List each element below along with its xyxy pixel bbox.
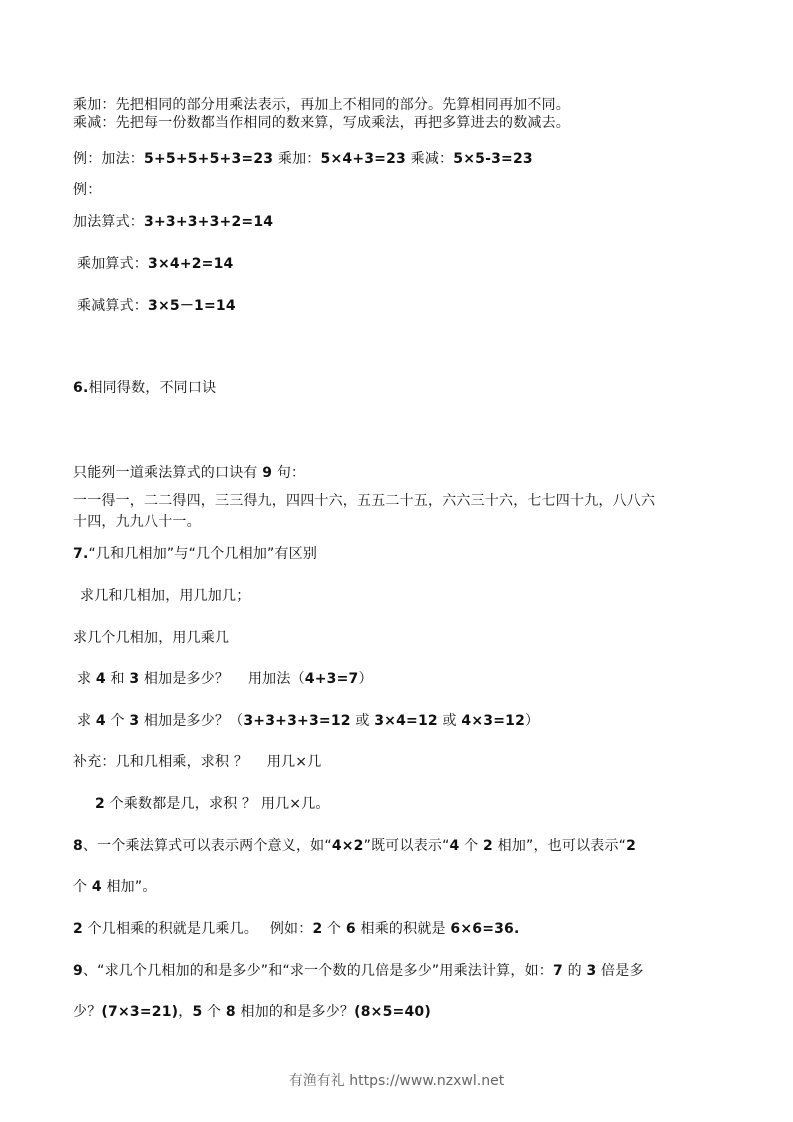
- bold-text-segment: 7.: [73, 546, 89, 562]
- bold-text-segment: 4: [449, 838, 460, 854]
- text-segment: 或: [350, 713, 375, 729]
- text-line: [73, 513, 201, 531]
- bold-text-segment: (7×3=21): [101, 1004, 179, 1020]
- bold-text-segment: 3×4+2=14: [148, 256, 234, 272]
- bold-text-segment: (8×5=40): [354, 1004, 431, 1020]
- text-segment: 补充：几和几相乘，求积 ？ 用几×几: [73, 754, 322, 770]
- text-segment: 个: [73, 879, 92, 895]
- text-segment: 只能列一道乘法算式的口诀有: [73, 465, 263, 481]
- bold-text-segment: 5×4+3=23: [320, 151, 406, 167]
- text-line: [73, 962, 644, 980]
- bold-text-segment: 3×4=12: [374, 713, 438, 729]
- text-segment: 相加的和是多少？: [235, 1004, 355, 1020]
- bold-text-segment: 6×6=36.: [450, 921, 520, 937]
- text-segment: 乘加：先把相同的部分用乘法表示，再加上不相同的部分。先算相同再加不同。: [73, 97, 570, 113]
- footer-watermark: 有渔有礼 https://www.nzxwl.net: [288, 1073, 505, 1089]
- text-segment: 加法算式：: [73, 214, 144, 230]
- text-segment: 或: [437, 713, 462, 729]
- bold-text-segment: 3+3+3+3+2=14: [144, 214, 274, 230]
- text-segment: ”既可以表示“: [363, 838, 450, 854]
- bold-text-segment: 4+3=7: [304, 671, 359, 687]
- bold-text-segment: 2: [626, 838, 637, 854]
- bold-text-segment: 3: [586, 963, 597, 979]
- text-segment: 乘减：: [406, 151, 454, 167]
- bold-text-segment: 4: [95, 713, 106, 729]
- text-line: [73, 629, 229, 647]
- text-segment: 相加”，也可以表示“: [492, 838, 627, 854]
- bold-text-segment: 5: [192, 1004, 203, 1020]
- text-segment: 个: [202, 1004, 226, 1020]
- text-segment: 求几和几相加，用几加几；: [80, 588, 251, 604]
- text-line: [73, 1003, 431, 1021]
- bold-text-segment: 8: [73, 838, 83, 854]
- text-line: [77, 670, 373, 688]
- text-line: [73, 114, 570, 132]
- text-segment: 倍是多: [596, 963, 644, 979]
- text-segment: 相乘的积就是: [355, 921, 451, 937]
- bold-text-segment: 6: [345, 921, 356, 937]
- text-segment: 相加是多少？ 用加法（: [139, 671, 305, 687]
- text-line: [73, 379, 216, 397]
- text-line: [73, 96, 570, 114]
- text-segment: 一一得一，二二得四，三三得九，四四十六，五五二十五，六六三十六，七七四十九，八八六: [73, 493, 656, 509]
- text-segment: 个: [105, 713, 130, 729]
- bold-text-segment: 4: [91, 879, 102, 895]
- text-segment: 求: [77, 671, 96, 687]
- text-line: [77, 297, 236, 315]
- text-segment: ，: [178, 1004, 193, 1020]
- text-segment: 个乘数都是几，求积 ？ 用几×几。: [104, 796, 330, 812]
- text-segment: “几和几相加”与“几个几相加”有区别: [88, 546, 318, 562]
- text-segment: 乘减算式：: [77, 298, 148, 314]
- text-line: [73, 464, 305, 482]
- bold-text-segment: 4×3=12: [461, 713, 526, 729]
- text-segment: 少？: [73, 1004, 102, 1020]
- bold-text-segment: 7: [552, 963, 563, 979]
- text-segment: 相同得数，不同口诀: [88, 380, 217, 396]
- text-segment: 和: [105, 671, 130, 687]
- text-line: [77, 712, 539, 730]
- text-line: [77, 255, 234, 273]
- text-segment: 乘减：先把每一份数都当作相同的数来算，写成乘法，再把多算进去的数减去。: [73, 115, 570, 131]
- bold-text-segment: 4: [95, 671, 106, 687]
- bold-text-segment: 4×2: [331, 838, 364, 854]
- bold-text-segment: 3×5－1=14: [148, 298, 236, 314]
- text-line: [73, 492, 655, 510]
- bold-text-segment: 2: [312, 921, 323, 937]
- bold-text-segment: 3: [129, 713, 140, 729]
- bold-text-segment: 5+5+5+5+3=23: [144, 151, 274, 167]
- bold-text-segment: 3+3+3+3=12: [243, 713, 351, 729]
- text-line: [73, 181, 101, 199]
- text-line: [73, 920, 520, 938]
- text-segment: 相加”。: [101, 879, 157, 895]
- text-line: [73, 213, 273, 231]
- text-segment: ）: [358, 671, 373, 687]
- text-segment: 相加是多少？（: [139, 713, 244, 729]
- text-line: [73, 837, 636, 855]
- text-line: [73, 878, 157, 896]
- text-segment: 求几个几相加，用几乘几: [73, 630, 230, 646]
- text-segment: 、一个乘法算式可以表示两个意义，如“: [82, 838, 332, 854]
- text-segment: 例：加法：: [73, 151, 144, 167]
- text-segment: 求: [77, 713, 96, 729]
- bold-text-segment: 9: [262, 465, 273, 481]
- bold-text-segment: 3: [129, 671, 140, 687]
- bold-text-segment: 8: [225, 1004, 236, 1020]
- text-segment: 个: [322, 921, 346, 937]
- bold-text-segment: 2: [95, 796, 105, 812]
- bold-text-segment: 5×5-3=23: [453, 151, 533, 167]
- text-line: [73, 753, 321, 771]
- text-segment: 乘加算式：: [77, 256, 148, 272]
- text-line: [73, 545, 317, 563]
- text-segment: 十四，九九八十一。: [73, 514, 201, 530]
- text-segment: 例：: [73, 182, 102, 198]
- text-segment: 个几相乘的积就是几乘几。 例如：: [82, 921, 313, 937]
- bold-text-segment: 6.: [73, 380, 89, 396]
- text-line: [95, 795, 330, 813]
- text-segment: 个: [459, 838, 484, 854]
- text-segment: 的: [562, 963, 587, 979]
- text-segment: 乘加：: [273, 151, 321, 167]
- bold-text-segment: 9: [73, 963, 83, 979]
- bold-text-segment: 2: [483, 838, 493, 854]
- text-line: [80, 587, 250, 605]
- text-segment: 、“求几个几相加的和是多少”和“求一个数的几倍是多少”用乘法计算，如：: [82, 963, 553, 979]
- text-segment: ）: [525, 713, 540, 729]
- bold-text-segment: 2: [73, 921, 83, 937]
- text-line: [73, 150, 533, 168]
- text-segment: 句：: [272, 465, 306, 481]
